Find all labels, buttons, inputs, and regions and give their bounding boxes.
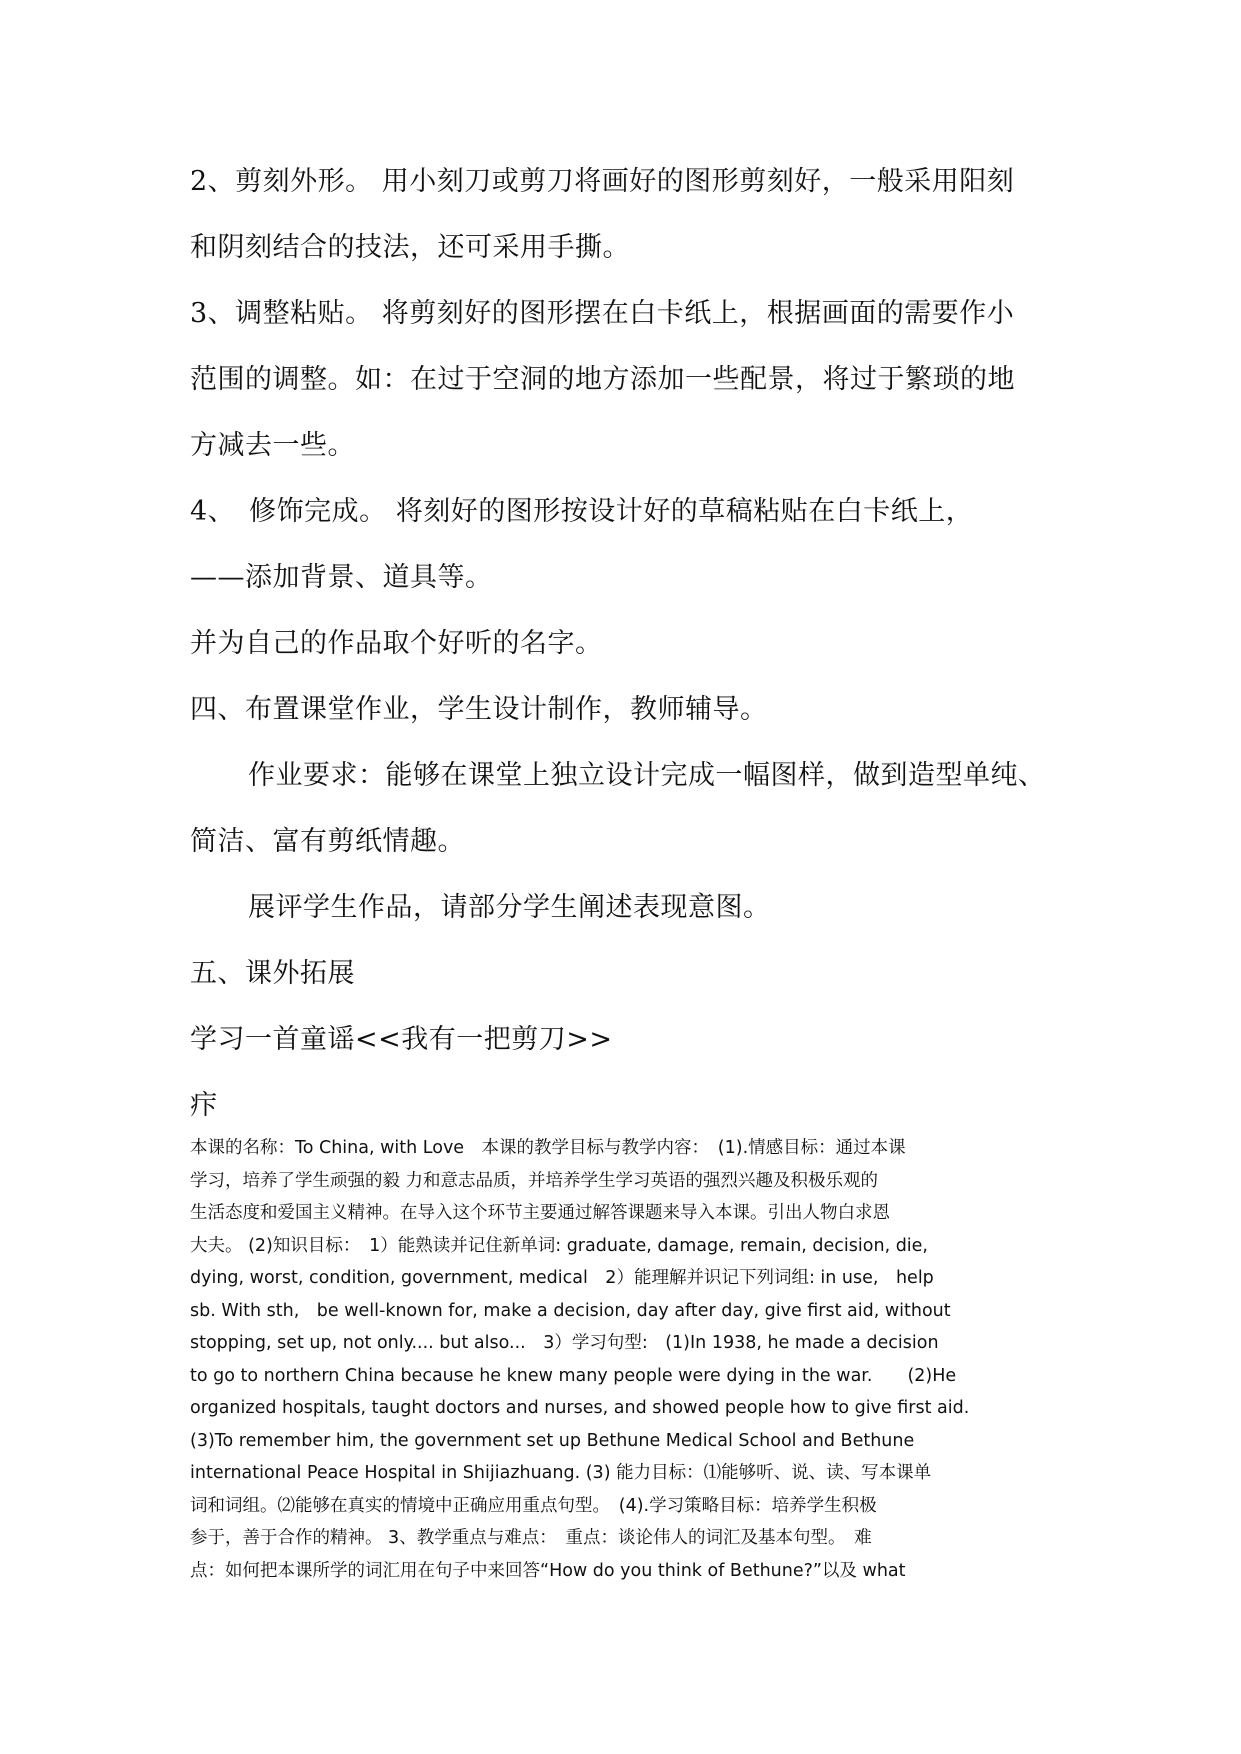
lesson-plan-line: 本课的名称：To China, with Love 本课的教学目标与教学内容： (1).情感目标：通过本课 (190, 1138, 906, 1158)
lesson-plan-line: 词和词组。⑵能够在真实的情境中正确应用重点句型。 (4).学习策略目标：培养学生积极 (190, 1495, 877, 1516)
lesson-plan-line: stopping, set up, not only.... but also... 3）学习句型: (1)In 1938, he made a decision (190, 1333, 939, 1353)
lesson-plan-line: 点：如何把本课所学的词汇用在句子中来回答“How do you think of Bethune?”以及 what (190, 1560, 906, 1581)
stray-character: 疜 (190, 1090, 218, 1121)
paragraph-nursery-rhyme: 学习一首童谣<<我有一把剪刀>> (190, 1024, 613, 1055)
lesson-plan-line: 大夫。 (2)知识目标： 1）能熟读并记住新单词: graduate, damage, remain, decision, die, (190, 1235, 928, 1256)
lesson-plan-line: 参于，善于合作的精神。 3、教学重点与难点： 重点：谈论伟人的词汇及基本句型。 难 (190, 1528, 872, 1548)
lesson-plan-line: dying, worst, condition, government, medical 2）能理解并识记下列词组: in use, help (190, 1268, 934, 1288)
paragraph-step-3-line-3: 方减去一些。 (190, 430, 355, 461)
section-heading-four: 四、布置课堂作业，学生设计制作，教师辅导。 (190, 694, 768, 725)
lesson-plan-line: (3)To remember him, the government set up Bethune Medical School and Bethune (190, 1430, 915, 1451)
lesson-plan-line: international Peace Hospital in Shijiazhuang. (3) 能力目标：⑴能够听、说、读、写本课单 (190, 1463, 932, 1483)
section-heading-five: 五、课外拓展 (190, 958, 355, 989)
lesson-plan-line: sb. With sth, be well-known for, make a decision, day after day, give first aid, without (190, 1300, 951, 1321)
lesson-plan-line: 生活态度和爱国主义精神。在导入这个环节主要通过解答课题来导入本课。引出人物白求恩 (190, 1203, 890, 1223)
paragraph-step-4-line-2: ——添加背景、道具等。 (190, 562, 493, 593)
paragraph-step-2-line-1: 2、剪刻外形。 用小刻刀或剪刀将画好的图形剪刻好，一般采用阳刻 (190, 166, 1015, 197)
lesson-plan-line: 学习，培养了学生顽强的毅 力和意志品质，并培养学生学习英语的强烈兴趣及积极乐观的 (190, 1170, 879, 1191)
paragraph-naming: 并为自己的作品取个好听的名字。 (190, 628, 603, 659)
paragraph-homework-line-1: 作业要求：能够在课堂上独立设计完成一幅图样，做到造型单纯、 (248, 760, 1046, 791)
paragraph-step-2-line-2: 和阴刻结合的技法，还可采用手撕。 (190, 232, 630, 263)
paragraph-step-4-line-1: 4、 修饰完成。 将刻好的图形按设计好的草稿粘贴在白卡纸上， (190, 496, 974, 527)
lesson-plan-block (190, 1132, 1062, 1587)
paragraph-exhibition: 展评学生作品，请部分学生阐述表现意图。 (248, 892, 771, 923)
lesson-plan-line: organized hospitals, taught doctors and nurses, and showed people how to give first aid. (190, 1398, 970, 1418)
lesson-plan-line: to go to northern China because he knew many people were dying in the war. (2)He (190, 1365, 957, 1386)
paragraph-homework-line-2: 简洁、富有剪纸情趣。 (190, 826, 465, 857)
paragraph-step-3-line-2: 范围的调整。如：在过于空洞的地方添加一些配景，将过于繁琐的地 (190, 364, 1015, 395)
paragraph-step-3-line-1: 3、调整粘贴。 将剪刻好的图形摆在白卡纸上，根据画面的需要作小 (190, 298, 1015, 329)
